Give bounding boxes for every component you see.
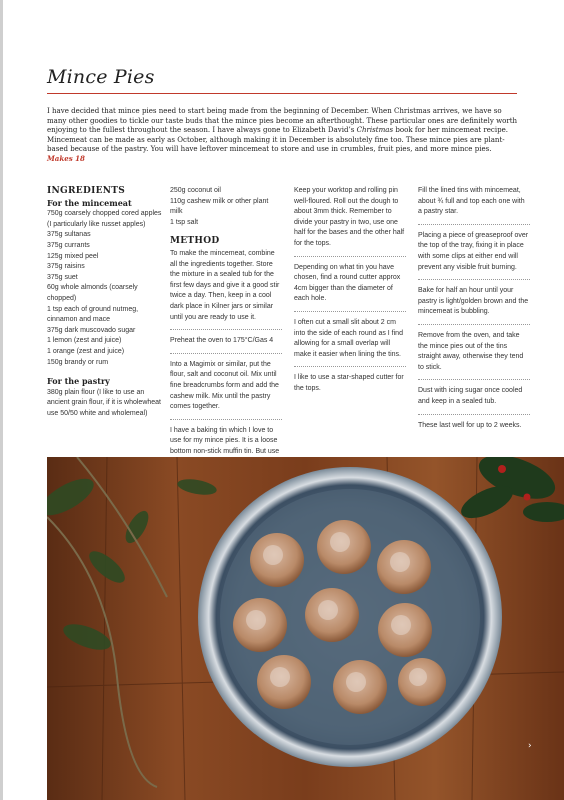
column-2: [170, 186, 282, 489]
step-divider: [418, 414, 530, 415]
ingredient-item: 375g sultanas: [47, 231, 91, 239]
ingredient-item: 125g mixed peel: [47, 252, 99, 260]
ingredient-item: 1 lemon (zest and juice): [47, 337, 122, 345]
ingredients-heading: INGREDIENTS: [47, 186, 126, 196]
ingredient-item: 250g coconut oil: [170, 187, 221, 194]
makes-count: Makes 18: [47, 153, 85, 163]
method-step: Dust with icing sugar once cooled and keep in a sealed tub.: [418, 387, 523, 405]
intro-paragraph: [47, 106, 519, 164]
method-step: Keep your worktop and rolling pin well-floured. Roll out the dough to about 3mm thick. Remember to divide your pastry in two, use one half for the bases and the other half for the tops.: [294, 187, 405, 247]
intro-text-rest: book for her mincemeat recipe. Mincemeat can be made as early as October, although making it in December is absolutely fine too. These mince pies are plant-based because of the pastry. You will have leftover mincemeat to store and use in crumbles, fruit pies, and more mince pies.: [47, 125, 509, 154]
pastry-heading: For the pastry: [47, 376, 110, 387]
step-divider: [170, 353, 282, 354]
step-divider: [294, 256, 406, 257]
method-step: Remove from the oven, and take the mince pies out of the tins straight away, otherwise they tend to stick.: [418, 331, 524, 371]
mincemeat-heading: For the mincemeat: [47, 197, 132, 208]
ingredient-item: 375g currants: [47, 241, 90, 249]
ingredient-item: 375g suet: [47, 273, 78, 281]
step-divider: [294, 311, 406, 312]
chevron-right-icon[interactable]: ›: [528, 741, 532, 751]
ingredient-item: 1 tsp each of ground nutmeg, cinnamon and mace: [47, 305, 139, 324]
step-divider: [294, 366, 406, 367]
method-step: Placing a piece of greaseproof over the top of the tray, fixing it in place with some clips at either end will prevent any visible fruit burning.: [418, 231, 529, 271]
ingredient-item: 375g dark muscovado sugar: [47, 326, 136, 334]
ingredient-item: 380g plain flour (I like to use an ancient grain flour, if it is wholewheat use 50/50 white and wholemeal): [47, 388, 162, 417]
ingredient-item: 150g brandy or rum: [47, 358, 109, 366]
method-step: Preheat the oven to 175°C/Gas 4: [170, 337, 274, 345]
page-title: Mince Pies: [47, 66, 155, 88]
step-divider: [418, 379, 530, 380]
method-step: I often cut a small slit about 2 cm into the side of each round as I find allowing for a small overlap will make it easier when lining the tins.: [294, 318, 403, 358]
ingredient-item: 1 orange (zest and juice): [47, 347, 125, 355]
method-step: Fill the lined tins with mincemeat, about ¾ full and top each one with a pastry star.: [418, 187, 525, 216]
step-divider: [170, 419, 282, 420]
method-step: I have a baking tin which I love to use for my mince pies. It is a loose bottom non-stick muffin tin. But use: [170, 426, 280, 455]
page-gutter: [0, 0, 3, 800]
column-1: [47, 186, 162, 419]
step-divider: [170, 329, 282, 330]
column-3: [294, 186, 406, 395]
ingredient-item: 60g whole almonds (coarsely chopped): [47, 284, 138, 302]
column-4: [418, 186, 530, 431]
method-step: Depending on what tin you have chosen, find a round cutter approx 4cm bigger than the diameter of each hole.: [294, 263, 401, 303]
step-divider: [418, 224, 530, 225]
ingredient-item: 1 tsp salt: [170, 218, 199, 226]
ingredient-item: 750g coarsely chopped cored apples (I particularly like russet apples): [47, 210, 162, 228]
ingredient-item: 375g raisins: [47, 263, 85, 271]
method-step: I like to use a star-shaped cutter for the tops.: [294, 374, 404, 392]
title-rule: [47, 93, 517, 94]
method-step: Into a Magimix or similar, put the flour, salt and coconut oil. Mix until fine breadcrumbs form and add the cashew milk. Mix until the pastry comes together.: [170, 360, 279, 411]
method-heading: METHOD: [170, 236, 220, 247]
intro-text: I have decided that mince pies need to start being made from the beginning of December. When Christmas arrives, we have so many other goodies to tickle our taste buds that the mince pies become an afterthought. These particular ones are definitely worth enjoying to the fullest throughout the season. I have always gone to Elizabeth David’s: [47, 106, 518, 135]
method-step: Bake for half an hour until your pastry is light/golden brown and the mincemeat is bubbling.: [418, 287, 529, 316]
ingredient-item: 110g cashew milk or other plant milk: [170, 197, 269, 216]
mince-pies-photo: [47, 457, 564, 800]
step-divider: [418, 324, 530, 325]
intro-book-title: Christmas: [356, 125, 394, 135]
method-step: To make the mincemeat, combine all the ingredients together. Store the mixture in a sealed tub for the first few days and give it a good stir twice a day. Then, keep in a cool dark place in Kilner jars or similar until you are ready to use it.: [170, 249, 280, 321]
method-step: These last well for up to 2 weeks.: [418, 421, 522, 429]
step-divider: [418, 279, 530, 280]
